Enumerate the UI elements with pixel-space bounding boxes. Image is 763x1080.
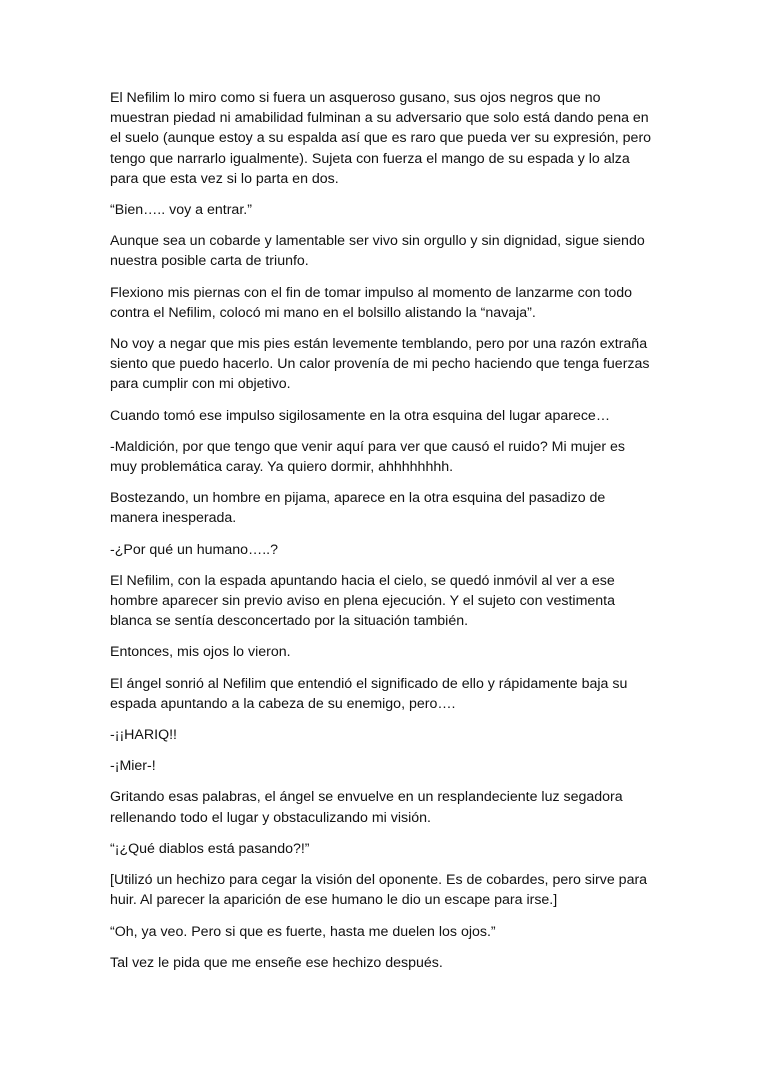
paragraph: Entonces, mis ojos lo vieron. (110, 644, 291, 661)
paragraph: No voy a negar que mis pies están levemente temblando, pero por una razón extraña siento que puedo hacerlo. Un calor provenía de mi pecho haciendo que tenga fuerzas para cumplir con mi objetivo. (110, 336, 650, 393)
paragraph: El ángel sonrió al Nefilim que entendió el significado de ello y rápidamente baja su espada apuntando a la cabeza de su enemigo, pero…. (110, 675, 628, 712)
paragraph: “Bien….. voy a entrar.” (110, 202, 252, 219)
paragraph: Bostezando, un hombre en pijama, aparece en la otra esquina del pasadizo de manera inesperada. (110, 490, 606, 527)
paragraph: -Maldición, por que tengo que venir aquí para ver que causó el ruido? Mi mujer es muy problemática caray. Ya quiero dormir, ahhhhhhhh. (110, 438, 625, 476)
paragraph: -¡Mier-! (110, 758, 156, 775)
paragraph: “¡¿Qué diablos está pasando?!” (110, 840, 310, 857)
paragraph: -¿Por qué un humano…..? (110, 541, 278, 558)
paragraph: El Nefilim lo miro como si fuera un asqueroso gusano, sus ojos negros que no muestran piedad ni amabilidad fulminan a su adversario que solo está dando pena en el suelo (aunque estoy a su espalda así que es raro que pueda ver su expresión, pero tengo que narrarlo igualmente). Sujeta con fuerza el mango de su espada y lo alza para que esta vez si lo parta en dos. (110, 90, 652, 187)
paragraph: [Utilizó un hechizo para cegar la visión del oponente. Es de cobardes, pero sirve para huir. Al parecer la aparición de ese humano le dio un escape para irse.] (110, 872, 648, 909)
paragraph: Tal vez le pida que me enseñe ese hechizo después. (110, 954, 443, 971)
paragraph: Gritando esas palabras, el ángel se envuelve en un resplandeciente luz segadora rellenando todo el lugar y obstaculizando mi visión. (110, 789, 623, 826)
paragraph: “Oh, ya veo. Pero si que es fuerte, hasta me duelen los ojos.” (110, 923, 496, 940)
paragraph: Aunque sea un cobarde y lamentable ser vivo sin orgullo y sin dignidad, sigue siendo nuestra posible carta de triunfo. (110, 233, 645, 270)
paragraph: -¡¡HARIQ!! (110, 727, 177, 744)
paragraph: Flexiono mis piernas con el fin de tomar impulso al momento de lanzarme con todo contra el Nefilim, colocó mi mano en el bolsillo alistando la “navaja”. (110, 284, 633, 321)
paragraph: El Nefilim, con la espada apuntando hacia el cielo, se quedó inmóvil al ver a ese hombre aparecer sin previo aviso en plena ejecución. Y el sujeto con vestimenta blanca se sentía desconcertado por la situación también. (110, 572, 616, 630)
document-body (110, 88, 655, 984)
paragraph: Cuando tomó ese impulso sigilosamente en la otra esquina del lugar aparece… (110, 407, 611, 424)
